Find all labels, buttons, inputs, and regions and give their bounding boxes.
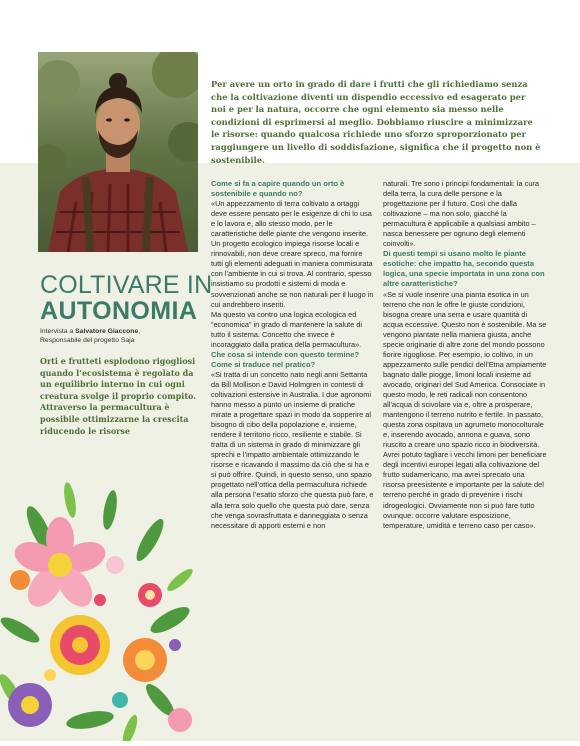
article-column-1 bbox=[211, 179, 375, 531]
interview-credit bbox=[40, 327, 200, 346]
question-heading: Che cosa si intende con questo termine? Come si traduce nel pratico? bbox=[211, 349, 360, 369]
title-line-1: COLTIVARE IN bbox=[40, 271, 213, 299]
credit-suffix: , bbox=[138, 328, 141, 335]
answer-paragraph: Ma questo va contro una logica ecologica ed “economica” in grado di mantenere la salute di tutto il sistema. Concetto che invece è incoraggiato dalla pratica della permacultura». bbox=[211, 309, 363, 349]
article-column-2 bbox=[383, 179, 547, 531]
answer-paragraph: «Se si vuole inserire una pianta esotica in un terreno che non le offre le giuste condizioni, bisogna creare una serra e usare quantità di acqua eccessive. Questo non è sostenibile. Ma se vengono piantate nella maniera giusta, anche specie originarie di altre zone del mondo possono fiorire rigogliose. Per esempio, io coltivo, in un appezzamento sulle pendici dell’Etna ampiamente bagnato dalle piogge, limoni locali insieme ad avocado, originari del Sud America. Consociate in questo modo, le reti radicali non consentono all’acqua di scivolare via e, oltre a prosperare, mantengono il terreno nutrito e fertile. In passato, questa zona ospitava un agrumeto monocolturale e, inserendo avocado, annona e guava, sono riuscito a creare uno spazio ricco in biodiversità. Avrei potuto tagliare i vecchi limoni per beneficiare degli incentivi europei legati alla coltivazione del frutto sudamericano, ma avrei sprecato una risorsa preesistente e importante per la salute del terreno perché in grado di prevenire i rischi idrogeologici. Ovviamente non si può fare tutto ovunque: occorre valutare esposizione, temperature, umidità e terreno caso per caso». bbox=[383, 289, 547, 530]
portrait-photo bbox=[38, 52, 198, 252]
intro-paragraph: Per avere un orto in grado di dare i frutti che gli richiediamo senza che la coltivazione diventi un dispendio eccessivo ed esagerato per noi e per la natura, occorre che ogni elemento sia messo nelle condizioni di esprimersi al meglio. Dobbiamo riuscire a minimizzare le risorse: quando qualcosa richiede uno sforzo sproporzionato per raggiungere un livello di soddisfazione, significa che il progetto non è sostenibile. bbox=[211, 79, 541, 165]
article-title bbox=[40, 272, 212, 324]
lead-paragraph: Orti e frutteti esplodono rigogliosi quando l’ecosistema è regolato da un equilibrio interno in cui ogni creatura svolge il proprio compito. Attraverso la permacultura è possibile ottimizzarne la crescita riducendo le risorse bbox=[40, 356, 197, 436]
title-line-2: AUTONOMIA bbox=[40, 297, 198, 325]
interviewee-name: Salvatore Giaccone bbox=[75, 328, 139, 335]
interviewee-role: Responsabile del progetto Saja bbox=[40, 337, 135, 345]
answer-paragraph: naturali. Tre sono i principi fondamentali: la cura della terra, la cura delle persone e la progettazione per il futuro. Così che dalla coltivazione – ma non solo, giacché la permacultura è applicabile a qualsiasi ambito – nasca benessere per ognuno degli elementi coinvolti». bbox=[383, 179, 539, 249]
flower-illustration bbox=[0, 470, 200, 741]
credit-prefix: Intervista a bbox=[40, 328, 76, 335]
question-heading: Come si fa a capire quando un orto è sostenibile e quando no? bbox=[211, 179, 345, 199]
question-heading: Di questi tempi si usano molto le piante esotiche: che impatto ha, secondo questa logica, una specie importata in una zona con altre caratteristiche? bbox=[383, 249, 545, 289]
answer-paragraph: «Si tratta di un concetto nato negli anni Settanta da Bill Mollison e David Holmgren in contesti di coltivazioni estensive in Australia. I due agronomi hanno messo a punto un insieme di pratiche mirate a progettare spazi in modo da sopperire al bisogno di cibo della popolazione e, insieme, rendere il territorio ricco, resiliente e stabile. Si tratta di un sistema in grado di minimizzare gli sprechi e l’impatto ambientale ottimizzando le risorse e ricavando il massimo da ciò che si ha e si può offrire. Quindi, in questo senso, uno spazio progettato nell’ottica della permacultura richiede alla persona l’esatto sforzo che questa può fare, e alla terra solo quello che questa può dare, senza che venga sovrasfruttata e danneggiata o senza necessitare di apporti esterni e non bbox=[211, 369, 374, 530]
answer-paragraph: «Un appezzamento di terra coltivato a ortaggi deve essere pensato per le esigenze di chi lo usa e lo lavora e, allo stesso modo, per le caratteristiche delle piante che vengono inserite. Un progetto ecologico impiega risorse locali e rinnovabili, non deve creare spreco, ma fornire tutti gli elementi adeguati in maniera commisurata con l’ambiente in cui si trova. Al contrario, spesso insistiamo su prodotti e sistemi di moda e sovvenzionati anche se non naturali per il luogo in cui andrebbero inseriti. bbox=[211, 199, 374, 309]
